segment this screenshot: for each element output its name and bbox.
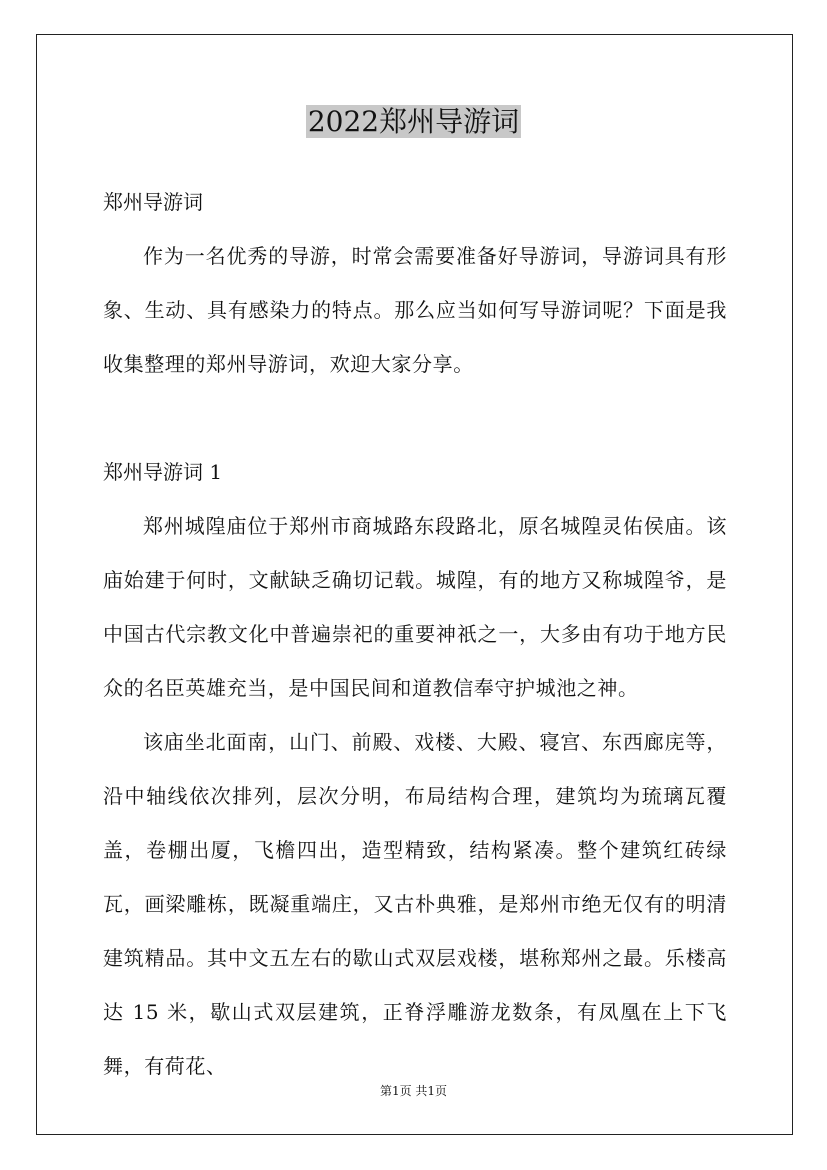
body-paragraph-1: 郑州城隍庙位于郑州市商城路东段路北，原名城隍灵佑侯庙。该庙始建于何时，文献缺乏确切记载。城隍，有的地方又称城隍爷，是中国古代宗教文化中普遍崇祀的重要神祇之一，大多由有功于地方民众的名臣英雄充当，是中国民间和道教信奉守护城池之神。: [103, 514, 727, 700]
document-title-text: 2022郑州导游词: [307, 105, 520, 138]
page-number: 第1页 共1页: [379, 1084, 448, 1098]
section-heading: 郑州导游词 1: [103, 460, 223, 484]
document-subtitle: 郑州导游词: [103, 190, 203, 214]
document-body: [103, 175, 727, 1093]
blank-line: [103, 391, 727, 445]
document-title: [0, 103, 827, 141]
body-paragraph-2: 该庙坐北面南，山门、前殿、戏楼、大殿、寝宫、东西廊庑等，沿中轴线依次排列，层次分明，布局结构合理，建筑均为琉璃瓦覆盖，卷棚出厦，飞檐四出，造型精致，结构紧凑。整个建筑红砖绿瓦，画梁雕栋，既凝重端庄，又古朴典雅，是郑州市绝无仅有的明清建筑精品。其中文五左右的歇山式双层戏楼，堪称郑州之最。乐楼高达 15 米，歇山式双层建筑，正脊浮雕游龙数条，有凤凰在上下飞舞，有荷花、: [103, 730, 727, 1078]
page-footer: [0, 1083, 827, 1099]
intro-paragraph: 作为一名优秀的导游，时常会需要准备好导游词，导游词具有形象、生动、具有感染力的特点。那么应当如何写导游词呢？下面是我收集整理的郑州导游词，欢迎大家分享。: [103, 244, 727, 376]
